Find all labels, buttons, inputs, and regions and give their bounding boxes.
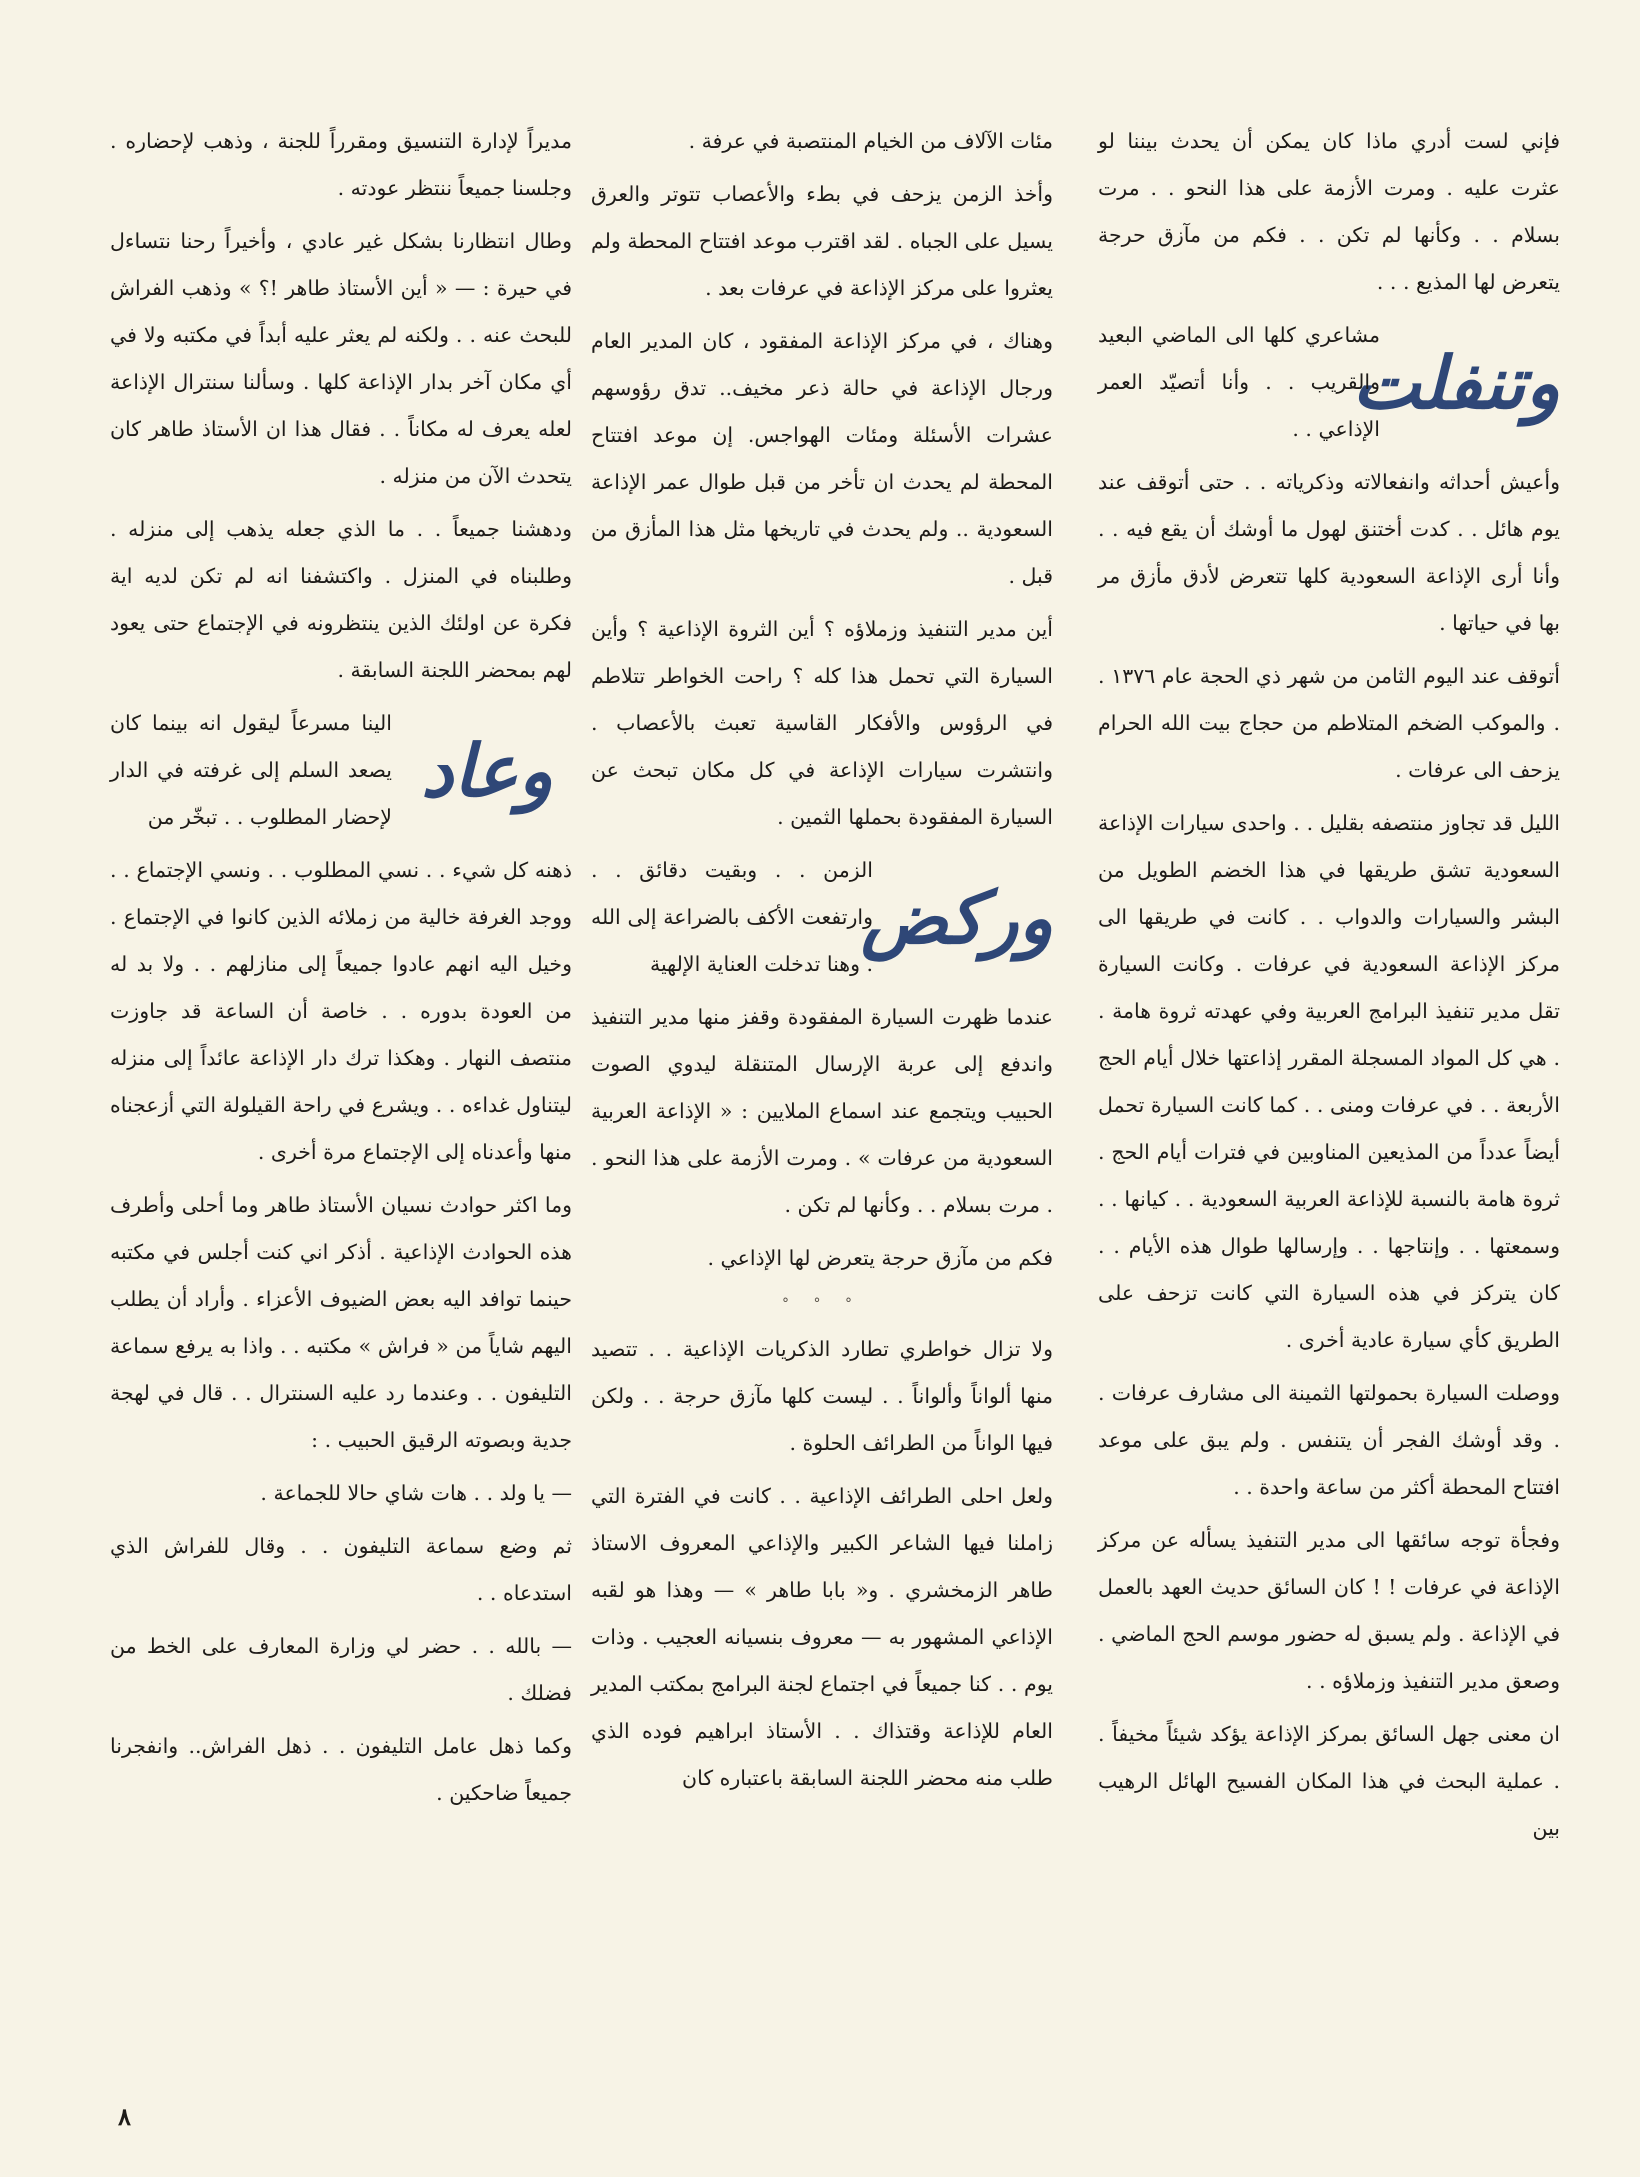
drop-heading-lines	[1098, 312, 1380, 453]
drop-heading-word: وتنفلت	[1352, 339, 1560, 425]
paragraph: وأعيش أحداثه وانفعالاته وذكرياته . . حتى أتوقف عند يوم هائل . . كدت أختنق لهول ما أوشك أن يقع فيه . . وأنا أرى الإذاعة السعودية كلها تتعرض لأدق مأزق مر بها في حياتها .	[1098, 470, 1560, 635]
paragraph: — بالله . . حضر لي وزارة المعارف على الخط من فضلك .	[110, 1634, 572, 1705]
drop-heading-block	[110, 700, 572, 841]
article-column-right	[1098, 118, 1560, 1858]
paragraph: ثم وضع سماعة التليفون . . وقال للفراش الذي استدعاه . .	[110, 1534, 572, 1605]
paragraph: وفجأة توجه سائقها الى مدير التنفيذ يسأله عن مركز الإذاعة في عرفات ! ! كان السائق حديث العهد بالعمل في الإذاعة . ولم يسبق له حضور موسم الحج الماضي . وصعق مدير التنفيذ وزملاؤه . .	[1098, 1528, 1560, 1693]
paragraph: أين مدير التنفيذ وزملاؤه ؟ أين الثروة الإذاعية ؟ وأين السيارة التي تحمل هذا كله ؟ راحت الخواطر تتلاطم في الرؤوس والأفكار القاسية تعبث بالأعصاب . وانتشرت سيارات الإذاعة في كل مكان تبحث عن السيارة المفقودة بحملها الثمين .	[591, 617, 1053, 829]
drop-heading-block	[1098, 312, 1560, 453]
page-number: ٨	[118, 2102, 131, 2131]
paragraph: وهناك ، في مركز الإذاعة المفقود ، كان المدير العام ورجال الإذاعة في حالة ذعر مخيف.. تدق رؤوسهم عشرات الأسئلة ومئات الهواجس. إن موعد افتتاح المحطة لم يحدث ان تأخر من قبل طوال عمر الإذاعة السعودية .. ولم يحدث في تاريخها مثل هذا المأزق من قبل .	[591, 329, 1053, 588]
paragraph: وطال انتظارنا بشكل غير عادي ، وأخيراً رحنا نتساءل في حيرة : — « أين الأستاذ طاهر !؟ » وذهب الفراش للبحث عنه . . ولكنه لم يعثر عليه أبداً في مكتبه ولا في أي مكان آخر بدار الإذاعة كلها . وسألنا سنترال الإذاعة لعله يعرف له مكاناً . . فقال هذا ان الأستاذ طاهر كان يتحدث الآن من منزله .	[110, 229, 572, 488]
paragraph: وما اكثر حوادث نسيان الأستاذ طاهر وما أحلى وأطرف هذه الحوادث الإذاعية . أذكر اني كنت أجلس في مكتبه حينما توافد اليه بعض الضيوف الأعزاء . وأراد أن يطلب اليهم شاياً من « فراش » مكتبه . . واذا به يرفع سماعة التليفون . . وعندما رد عليه السنترال . . قال في لهجة جدية وبصوته الرقيق الحبيب . :	[110, 1193, 572, 1452]
drop-heading-word: وركض	[860, 874, 1053, 960]
paragraph: فإني لست أدري ماذا كان يمكن أن يحدث بيننا لو عثرت عليه . ومرت الأزمة على هذا النحو . . مرت بسلام . . وكأنها لم تكن . . فكم من مآزق حرجة يتعرض لها المذيع . . .	[1098, 129, 1560, 294]
article-column-left	[110, 118, 572, 1823]
section-separator: ° ° °	[782, 1296, 862, 1312]
paragraph: ولعل احلى الطرائف الإذاعية . . كانت في الفترة التي زاملنا فيها الشاعر الكبير والإذاعي المعروف الاستاذ طاهر الزمخشري . و« بابا طاهر » — وهذا هو لقبه الإذاعي المشهور به — معروف بنسيانه العجيب . وذات يوم . . كنا جميعاً في اجتماع لجنة البرامج بمكتب المدير العام للإذاعة وقتذاك . . الأستاذ ابراهيم فوده الذي طلب منه محضر اللجنة السابقة باعتباره كان	[591, 1484, 1053, 1790]
paragraph: مشاعري كلها الى الماضي البعيد والقريب . . وأنا أتصيّد العمر الإذاعي . .	[1098, 323, 1380, 441]
paragraph: وكما ذهل عامل التليفون . . ذهل الفراش.. وانفجرنا جميعاً ضاحكين .	[110, 1734, 572, 1805]
paragraph: ودهشنا جميعاً . . ما الذي جعله يذهب إلى منزله . وطلبناه في المنزل . واكتشفنا انه لم تكن لديه اية فكرة عن اولئك الذين ينتظرونه في الإجتماع حتى يعود لهم بمحضر اللجنة السابقة .	[110, 517, 572, 682]
paragraph: الينا مسرعاً ليقول انه بينما كان يصعد السلم إلى غرفته في الدار لإحضار المطلوب . . تبخّر من	[110, 711, 392, 829]
paragraph: الزمن . . وبقيت دقائق . . وارتفعت الأكف بالضراعة إلى الله . وهنا تدخلت العناية الإلهية	[591, 858, 873, 976]
paragraph: الليل قد تجاوز منتصفه بقليل . . واحدى سيارات الإذاعة السعودية تشق طريقها في هذا الخضم الطويل من البشر والسيارات والدواب . . كانت في طريقها الى مركز الإذاعة السعودية في عرفات . وكانت السيارة تقل مدير تنفيذ البرامج العربية وفي عهدته ثروة هامة . . هي كل المواد المسجلة المقرر إذاعتها خلال أيام الحج الأربعة . . في عرفات ومنى . . كما كانت السيارة تحمل أيضاً عدداً من المذيعين المناوبين في فترات أيام الحج . ثروة هامة بالنسبة للإذاعة العربية السعودية . . كيانها . . وسمعتها . . وإنتاجها . . وإرسالها طوال هذه الأيام . . كان يتركز في هذه السيارة التي كانت تزحف على الطريق كأي سيارة عادية أخرى .	[1098, 811, 1560, 1352]
drop-heading-block	[591, 847, 1053, 988]
paragraph: — يا ولد . . هات شاي حالا للجماعة .	[260, 1481, 572, 1505]
paragraph: مئات الآلاف من الخيام المنتصبة في عرفة .	[688, 129, 1053, 153]
paragraph: مديراً لإدارة التنسيق ومقرراً للجنة ، وذهب لإحضاره . وجلسنا جميعاً ننتظر عودته .	[110, 129, 572, 200]
paragraph: ولا تزال خواطري تطارد الذكريات الإذاعية . . تتصيد منها ألواناً وألواناً . . ليست كلها مآزق حرجة . . ولكن فيها الواناً من الطرائف الحلوة .	[591, 1337, 1053, 1455]
paragraph: فكم من مآزق حرجة يتعرض لها الإذاعي .	[707, 1246, 1053, 1270]
paragraph: وأخذ الزمن يزحف في بطء والأعصاب تتوتر والعرق يسيل على الجباه . لقد اقترب موعد افتتاح المحطة ولم يعثروا على مركز الإذاعة في عرفات بعد .	[591, 182, 1053, 300]
article-column-middle	[591, 118, 1053, 1808]
paragraph: عندما ظهرت السيارة المفقودة وقفز منها مدير التنفيذ واندفع إلى عربة الإرسال المتنقلة ليدوي الصوت الحبيب ويتجمع عند اسماع الملايين : « الإذاعة العربية السعودية من عرفات » . ومرت الأزمة على هذا النحو . . مرت بسلام . . وكأنها لم تكن .	[591, 1005, 1053, 1217]
paragraph: أتوقف عند اليوم الثامن من شهر ذي الحجة عام ١٣٧٦ . . والموكب الضخم المتلاطم من حجاج بيت الله الحرام يزحف الى عرفات .	[1098, 664, 1560, 782]
paragraph: ووصلت السيارة بحمولتها الثمينة الى مشارف عرفات . . وقد أوشك الفجر أن يتنفس . ولم يبق على موعد افتتاح المحطة أكثر من ساعة واحدة . .	[1098, 1381, 1560, 1499]
paragraph: ان معنى جهل السائق بمركز الإذاعة يؤكد شيئاً مخيفاً . . عملية البحث في هذا المكان الفسيح الهائل الرهيب بين	[1098, 1722, 1560, 1840]
drop-heading-word: وعاد	[421, 727, 553, 813]
drop-heading-lines	[591, 847, 873, 988]
paragraph: ذهنه كل شيء . . نسي المطلوب . . ونسي الإجتماع . . ووجد الغرفة خالية من زملائه الذين كانوا في الإجتماع . وخيل اليه انهم عادوا جميعاً إلى منازلهم . . ولا بد له من العودة بدوره . . خاصة أن الساعة قد جاوزت منتصف النهار . وهكذا ترك دار الإذاعة عائداً إلى منزله ليتناول غداءه . . ويشرع في راحة القيلولة التي أزعجناه منها وأعدناه إلى الإجتماع مرة أخرى .	[110, 858, 572, 1164]
drop-heading-lines	[110, 700, 392, 841]
